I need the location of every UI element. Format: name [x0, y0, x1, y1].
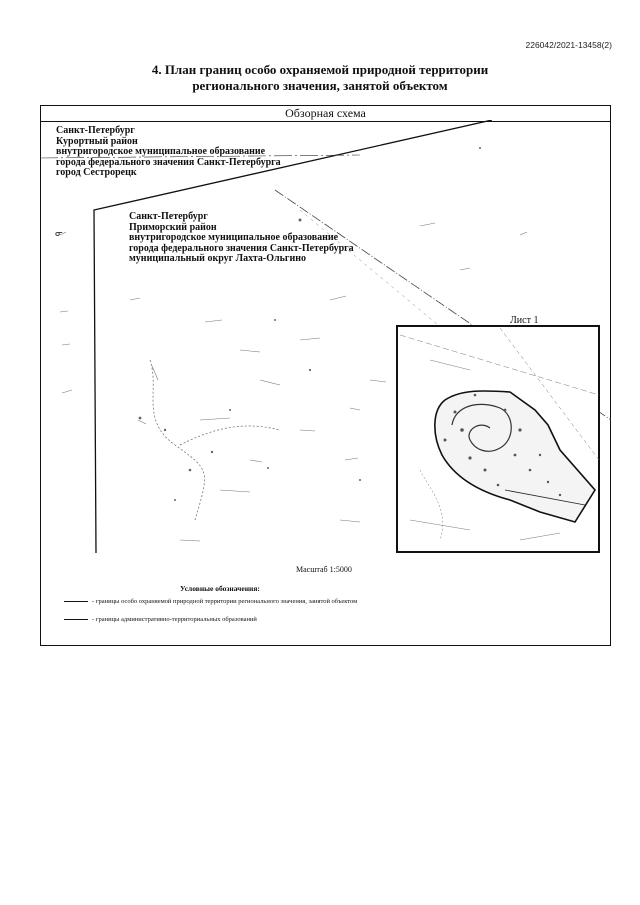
legend-title: Условные обозначения: [180, 584, 260, 593]
title-line-2: регионального значения, занятой объектом [192, 78, 448, 93]
region-label-north [56, 126, 281, 179]
region-south-line: Приморский район [129, 221, 217, 233]
region-north-line: Курортный район [56, 135, 138, 147]
region-south-line: Санкт-Петербург [129, 211, 208, 222]
overview-map-title: Обзорная схема [41, 106, 610, 122]
page-title [0, 62, 640, 94]
document-number: 226042/2021-13458(2) [525, 40, 612, 50]
region-south-line: города федерального значения Санкт-Петербурга [129, 242, 354, 254]
region-north-line: внутригородское муниципальное образование [56, 146, 266, 157]
region-south-line: муниципальный округ Лахта-Ольгино [129, 253, 306, 264]
legend-item-protected-boundary [64, 598, 357, 605]
sheet-label: Лист 1 [510, 315, 539, 326]
legend-item-admin-boundary [64, 616, 257, 623]
region-south-line: внутригородское муниципальное образование [129, 232, 339, 243]
legend-thick-line-symbol [64, 601, 88, 602]
title-line-1: 4. План границ особо охраняемой природной территории [151, 62, 489, 77]
region-north-line: города федерального значения Санкт-Петербурга [56, 156, 281, 168]
map-scale: Масштаб 1:5000 [296, 565, 352, 574]
legend-item-text: - границы особо охраняемой природной территории регионального значения, занятой объектом [92, 598, 358, 605]
legend-item-text: - границы административно-территориальных образований [92, 616, 257, 623]
legend-thin-line-symbol [64, 619, 88, 620]
map-feature-mark: ᓂ [55, 228, 63, 238]
stream-line [150, 360, 280, 520]
region-north-line: Санкт-Петербург [56, 125, 135, 136]
region-label-south [129, 212, 354, 265]
region-north-line: город Сестрорецк [56, 167, 137, 178]
